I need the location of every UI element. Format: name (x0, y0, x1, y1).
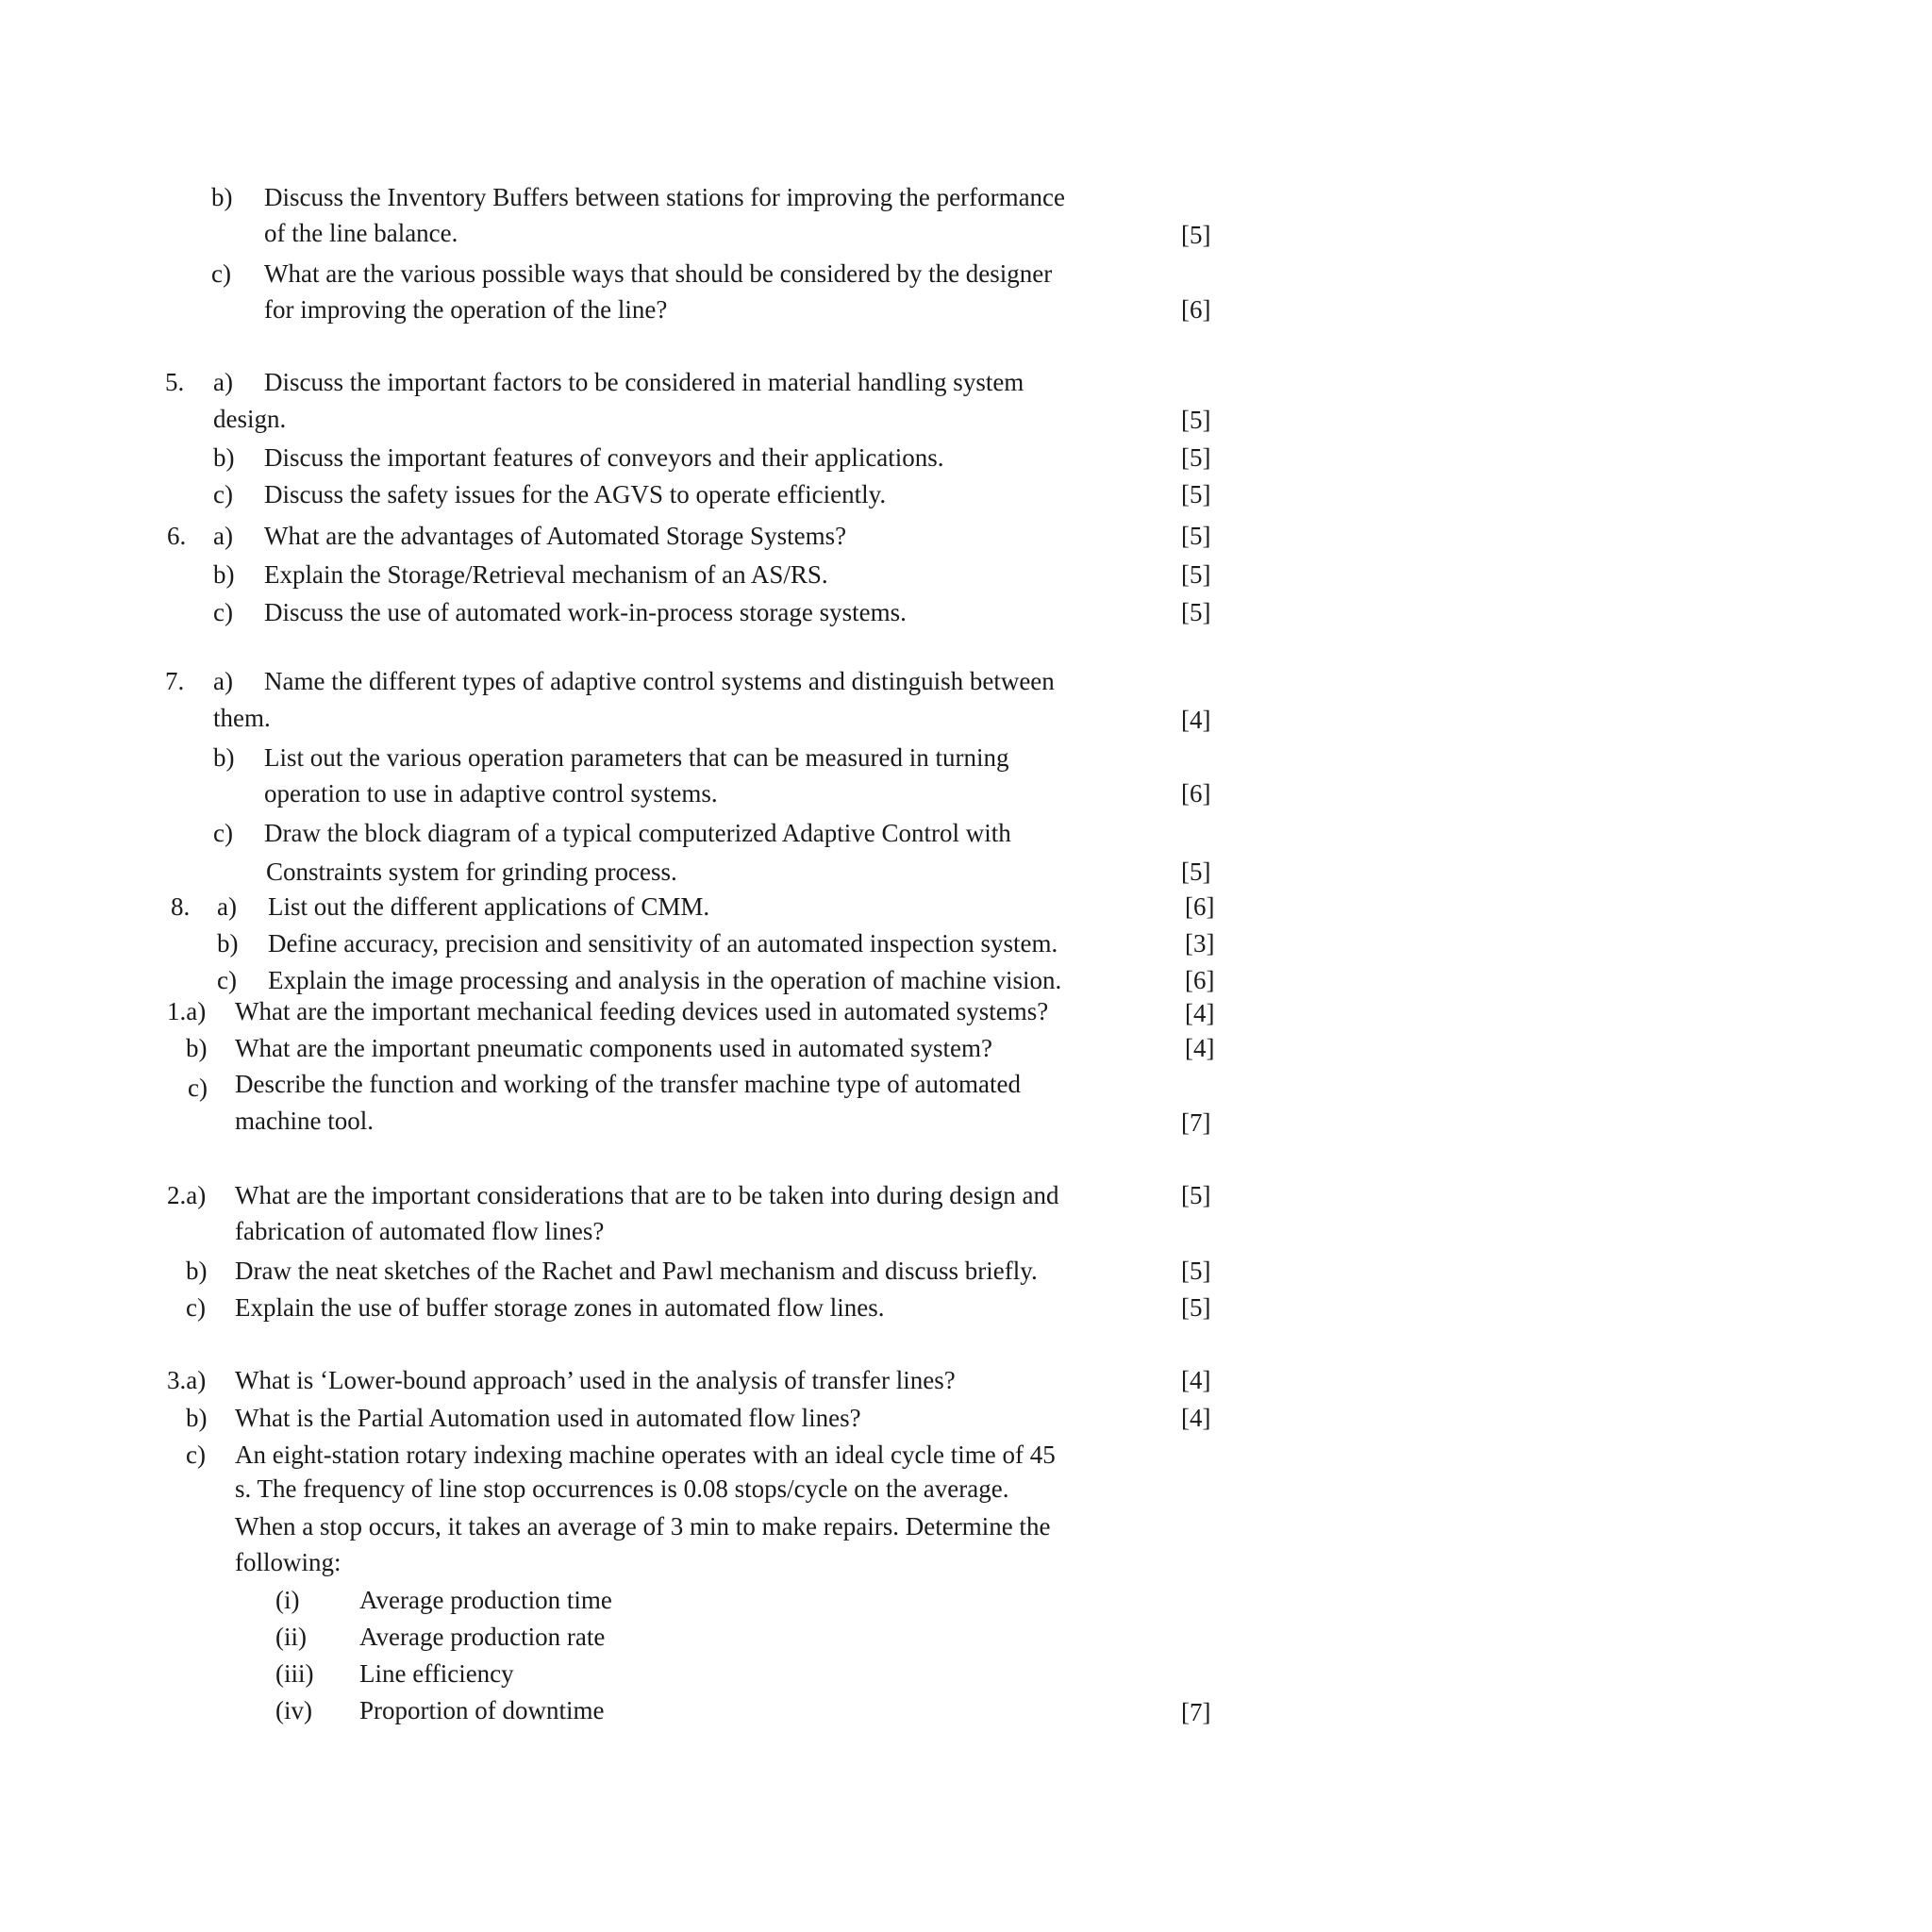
q5b-text: Discuss the important features of conveyors and their applications. (264, 443, 944, 472)
q3b-marks: [4] (1181, 1404, 1211, 1432)
q5a-text-line1: Discuss the important factors to be considered in material handling system (264, 368, 1024, 396)
q5a-marks: [5] (1181, 406, 1211, 434)
q3c-text-line3: When a stop occurs, it takes an average of 3 min to make repairs. Determine the (235, 1512, 1051, 1541)
q7a-text-line1: Name the different types of adaptive control systems and distinguish between (264, 667, 1055, 695)
q3a-label: 3.a) (167, 1366, 207, 1394)
q2a-marks: [5] (1181, 1181, 1211, 1209)
q2a-text-line2: fabrication of automated flow lines? (235, 1217, 605, 1245)
q5a-label: a) (213, 368, 233, 396)
q3c-item-number: (iii) (275, 1659, 314, 1688)
q5b-label: b) (213, 443, 235, 472)
q5-number: 5. (165, 368, 185, 396)
q7b-marks: [6] (1181, 779, 1211, 808)
q1a-label: 1.a) (167, 997, 207, 1025)
q8-number: 8. (171, 892, 191, 921)
q2a-label: 2.a) (167, 1181, 207, 1209)
q6c-marks: [5] (1181, 598, 1211, 626)
q8b-text: Define accuracy, precision and sensitivity of an automated inspection system. (268, 929, 1058, 958)
q5c-text: Discuss the safety issues for the AGVS to operate efficiently. (264, 480, 887, 508)
q7a-label: a) (213, 667, 233, 695)
q4b-text-line1: Discuss the Inventory Buffers between stations for improving the performance (264, 183, 1066, 211)
q7a-text-line2: them. (213, 704, 271, 732)
q6c-text: Discuss the use of automated work-in-process storage systems. (264, 598, 907, 626)
q4b-text-line2: of the line balance. (264, 219, 458, 247)
q2a-text-line1: What are the important considerations that are to be taken into during design and (235, 1181, 1059, 1209)
q1b-label: b) (186, 1034, 208, 1062)
q8a-marks: [6] (1185, 892, 1215, 921)
q2c-label: c) (186, 1293, 206, 1322)
q7b-text-line1: List out the various operation parameters that can be measured in turning (264, 743, 1009, 772)
q3c-item-text: Proportion of downtime (359, 1696, 605, 1724)
q1c-text-line2: machine tool. (235, 1107, 374, 1135)
q3c-text-line4: following: (235, 1548, 341, 1576)
q8c-label: c) (217, 966, 237, 994)
q5a-text-line2: design. (213, 405, 287, 433)
q7c-text-line1: Draw the block diagram of a typical computerized Adaptive Control with (264, 819, 1011, 847)
q3b-text: What is the Partial Automation used in automated flow lines? (235, 1404, 861, 1432)
q8b-label: b) (217, 929, 239, 958)
q2b-marks: [5] (1181, 1257, 1211, 1285)
q3c-item-number: (iv) (275, 1696, 312, 1724)
q4b-label: b) (211, 183, 233, 211)
q6a-text: What are the advantages of Automated Storage Systems? (264, 522, 847, 550)
q2b-label: b) (186, 1257, 208, 1285)
q6-number: 6. (167, 522, 187, 550)
q7b-label: b) (213, 743, 235, 772)
q8c-marks: [6] (1185, 966, 1215, 994)
q6c-label: c) (213, 598, 233, 626)
q6b-label: b) (213, 560, 235, 589)
q2c-text: Explain the use of buffer storage zones in automated flow lines. (235, 1293, 885, 1322)
q8a-text: List out the different applications of CMM. (268, 892, 710, 921)
q8b-marks: [3] (1185, 929, 1215, 958)
q2b-text: Draw the neat sketches of the Rachet and Pawl mechanism and discuss briefly. (235, 1257, 1038, 1285)
q1c-label: c) (188, 1074, 208, 1102)
q1c-marks: [7] (1181, 1108, 1211, 1137)
q7c-label: c) (213, 819, 233, 847)
q3c-item-number: (i) (275, 1586, 300, 1614)
q1a-text: What are the important mechanical feeding devices used in automated systems? (235, 997, 1049, 1025)
q6a-marks: [5] (1181, 522, 1211, 550)
q4c-text-line1: What are the various possible ways that should be considered by the designer (264, 259, 1053, 288)
q4b-marks: [5] (1181, 221, 1211, 249)
q4c-text-line2: for improving the operation of the line? (264, 295, 668, 324)
q8a-label: a) (217, 892, 237, 921)
q3c-item-text: Line efficiency (359, 1659, 514, 1688)
q3c-label: c) (186, 1441, 206, 1469)
q7a-marks: [4] (1181, 706, 1211, 734)
q5b-marks: [5] (1181, 443, 1211, 472)
q7b-text-line2: operation to use in adaptive control systems. (264, 779, 718, 808)
q7c-text-line2: Constraints system for grinding process. (266, 858, 677, 886)
q3c-marks: [7] (1181, 1698, 1211, 1726)
q3b-label: b) (186, 1404, 208, 1432)
q3c-text-line1: An eight-station rotary indexing machine operates with an ideal cycle time of 45 (235, 1441, 1056, 1469)
q5c-label: c) (213, 480, 233, 508)
q8c-text: Explain the image processing and analysis in the operation of machine vision. (268, 966, 1062, 994)
q2c-marks: [5] (1181, 1293, 1211, 1322)
q5c-marks: [5] (1181, 480, 1211, 508)
q6b-text: Explain the Storage/Retrieval mechanism of an AS/RS. (264, 560, 828, 589)
q4c-label: c) (211, 259, 231, 288)
q1a-marks: [4] (1185, 999, 1215, 1027)
q7-number: 7. (165, 667, 185, 695)
q4c-marks: [6] (1181, 295, 1211, 324)
q3c-item-text: Average production time (359, 1586, 612, 1614)
q3c-item-number: (ii) (275, 1623, 307, 1651)
q6a-label: a) (213, 522, 233, 550)
q1b-text: What are the important pneumatic components used in automated system? (235, 1034, 993, 1062)
q3a-marks: [4] (1181, 1366, 1211, 1394)
q3a-text: What is ‘Lower-bound approach’ used in the analysis of transfer lines? (235, 1366, 956, 1394)
q7c-marks: [5] (1181, 858, 1211, 886)
q6b-marks: [5] (1181, 560, 1211, 589)
q1c-text-line1: Describe the function and working of the transfer machine type of automated (235, 1070, 1021, 1098)
q1b-marks: [4] (1185, 1034, 1215, 1062)
q3c-text-line2: s. The frequency of line stop occurrences is 0.08 stops/cycle on the average. (235, 1474, 1009, 1503)
q3c-item-text: Average production rate (359, 1623, 606, 1651)
